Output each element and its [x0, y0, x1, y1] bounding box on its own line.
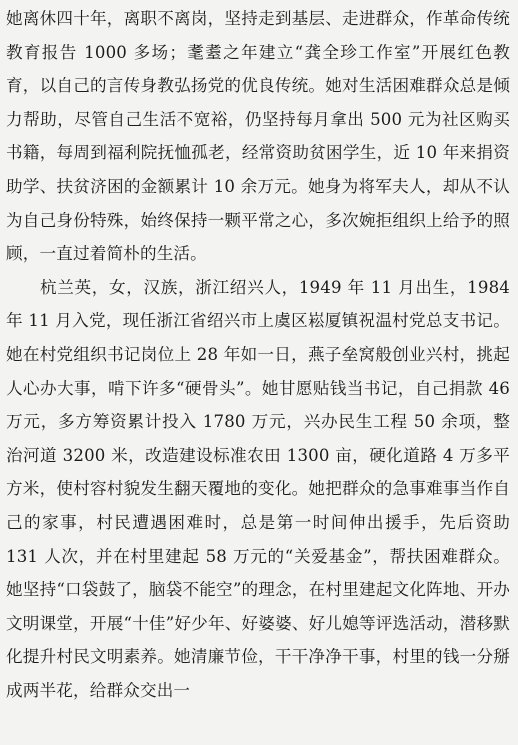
paragraph-gong-quanzhen: 她离休四十年，离职不离岗，坚持走到基层、走进群众，作革命传统教育报告 1000 多场；耄耋之年建立“龚全珍工作室”开展红色教育，以自己的言传身教弘扬党的优良传统。她对生活困难群众总是倾力帮助，尽管自己生活不宽裕，仍坚持每月拿出 500 元为社区购买书籍，每周到福利院抚恤孤老，经常资助贫困学生，近 10 年来捐资助学、扶贫济困的金额累计 10 余万元。她身为将军夫人，却从不认为自己身份特殊，始终保持一颗平常之心，多次婉拒组织上给予的照顾，一直过着简朴的生活。: [6, 9, 510, 264]
paragraph-hang-lanying: 杭兰英，女，汉族，浙江绍兴人，1949 年 11 月出生，1984 年 11 月入党，现任浙江省绍兴市上虞区崧厦镇祝温村党总支书记。她在村党组织书记岗位上 28 年如一日，燕子垒窝般创业兴村，挑起人心办大事，啃下许多“硬骨头”。她甘愿贴钱当书记，自己捐款 46 万元，多方筹资累计投入 1780 万元，兴办民生工程 50 余项，整治河道 3200 米，改造建设标准农田 1300 亩，硬化道路 4 万多平方米，使村容村貌发生翻天覆地的变化。她把群众的急事难事当作自己的家事，村民遭遇困难时，总是第一时间伸出援手，先后资助 131 人次，并在村里建起 58 万元的“关爱基金”，帮扶困难群众。她坚持“口袋鼓了，脑袋不能空”的理念，在村里建起文化阵地、开办文明课堂，开展“十佳”好少年、好婆婆、好儿媳等评选活动，潜移默化提升村民文明素养。她清廉节俭，干干净净干事，村里的钱一分掰成两半花，给群众交出一: [6, 277, 510, 700]
